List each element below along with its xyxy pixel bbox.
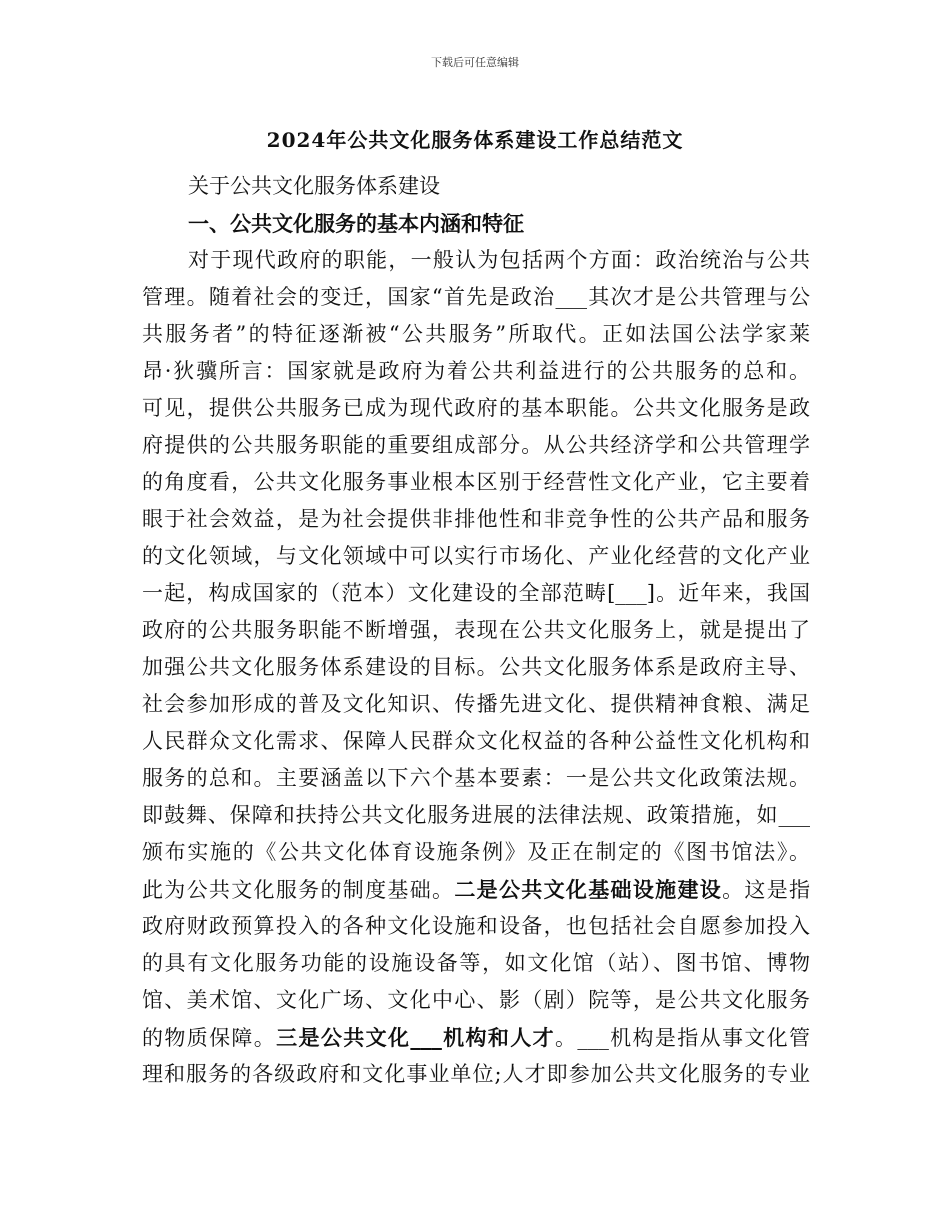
paragraph-line: 昂·狄骥所言：国家就是政府为着公共利益进行的公共服务的总和。 <box>142 359 810 383</box>
line-text: 此为公共文化服务的制度基础。 <box>142 878 455 902</box>
paragraph-line: 的具有文化服务功能的设施设备等，如文化馆（站）、图书馆、博物 <box>142 951 810 975</box>
line-text: 的物质保障。 <box>142 1026 277 1050</box>
paragraph-line: 馆、美术馆、文化广场、文化中心、影（剧）院等，是公共文化服务 <box>142 988 810 1012</box>
paragraph-line: 人民群众文化需求、保障人民群众文化权益的各种公益性文化机构和 <box>142 729 810 753</box>
bold-phrase: 三是公共文化 <box>276 1025 411 1050</box>
paragraph-line: 政府的公共服务职能不断增强，表现在公共文化服务上，就是提出了 <box>142 618 810 642</box>
document-title: 2024年公共文化服务体系建设工作总结范文 <box>266 128 684 152</box>
paragraph-line: 即鼓舞、保障和扶持公共文化服务进展的法律法规、政策措施，如___ <box>142 803 810 827</box>
paragraph-line: 的角度看，公共文化服务事业根本区别于经营性文化产业，它主要着 <box>142 470 810 494</box>
bold-phrase: 二是公共文化基础设施建设 <box>454 877 723 902</box>
bold-phrase: 机构和人才 <box>441 1025 555 1050</box>
paragraph-line: 加强公共文化服务体系建设的目标。公共文化服务体系是政府主导、 <box>142 655 810 679</box>
subtitle: 关于公共文化服务体系建设 <box>188 174 440 198</box>
paragraph-line: 府提供的公共服务职能的重要组成部分。从公共经济学和公共管理学 <box>142 433 810 457</box>
paragraph-line: 共服务者”的特征逐渐被“公共服务”所取代。正如法国公法学家莱 <box>142 322 810 346</box>
paragraph-line: 颁布实施的《公共文化体育设施条例》及正在制定的《图书馆法》。 <box>142 840 810 864</box>
document-body <box>142 168 810 1093</box>
paragraph-line: 可见，提供公共服务已成为现代政府的基本职能。公共文化服务是政 <box>142 396 810 420</box>
paragraph-line <box>142 871 810 908</box>
paragraph-line: 社会参加形成的普及文化知识、传播先进文化、提供精神食粮、满足 <box>142 692 810 716</box>
paragraph-line: 政府财政预算投入的各种文化设施和设备，也包括社会自愿参加投入 <box>142 914 810 938</box>
paragraph-line: 的文化领域，与文化领域中可以实行市场化、产业化经营的文化产业 <box>142 544 810 568</box>
page-header: 下载后可任意编辑 <box>431 56 519 69</box>
paragraph-line: 对于现代政府的职能，一般认为包括两个方面：政治统治与公共 <box>188 248 810 272</box>
line-text: 。___机构是指从事文化管 <box>554 1026 811 1050</box>
line-text: 。这是指 <box>722 878 811 902</box>
section-heading: 一、公共文化服务的基本内涵和特征 <box>188 211 524 236</box>
paragraph-line: 眼于社会效益，是为社会提供非排他性和非竞争性的公共产品和服务 <box>142 507 810 531</box>
paragraph-line <box>142 1019 810 1056</box>
paragraph-line: 理和服务的各级政府和文化事业单位;人才即参加公共文化服务的专业 <box>142 1062 810 1086</box>
paragraph-line: 一起，构成国家的（范本）文化建设的全部范畴[___]。近年来，我国 <box>142 581 810 605</box>
blank-underline: ___ <box>410 1025 442 1050</box>
paragraph-line: 服务的总和。主要涵盖以下六个基本要素：一是公共文化政策法规。 <box>142 766 810 790</box>
paragraph-line: 管理。随着社会的变迁，国家“首先是政治___其次才是公共管理与公 <box>142 285 810 309</box>
